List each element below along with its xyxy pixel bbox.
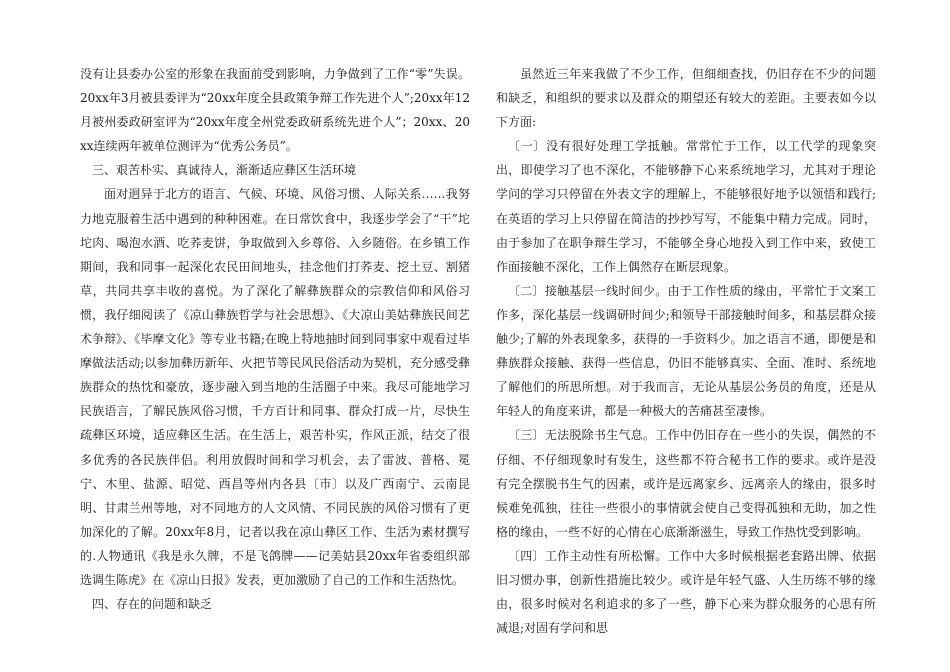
paragraph-problem-four: 〔四〕工作主动性有所松懈。工作中大多时候根据老套路出牌、依据旧习惯办事，创新性措施比较少。或许是年轻气盛、人生历练不够的缘由，很多时候对名利追求的多了一些，静下心来为群众服务的心思有所减退;对固有学问和思 xyxy=(496,548,876,636)
paragraph-problems-intro: 虽然近三年来我做了不少工作，但细细查找，仍旧存在不少的问题和缺乏，和组织的要求以及群众的期望还有较大的差距。主要表如今以下方面: xyxy=(496,67,876,130)
left-column xyxy=(80,62,470,616)
section-heading-four: 四、存在的问题和缺乏 xyxy=(92,597,213,612)
right-column xyxy=(496,62,876,640)
paragraph-problem-two: 〔二〕接触基层一线时间少。由于工作性质的缘由，平常忙于文案工作多，深化基层一线调研时间少;和领导干部接触时间多，和基层群众接触少;了解的外表现象多，获得的一手资料少。加之语言不通，即便是和彝族群众接触、获得一些信息，仍旧不能够真实、全面、准时、系统地了解他们的所思所想。对于我而言，无论从基层公务员的角度，还是从年轻人的角度来讲，都是一种极大的苦痛甚至凄惨。 xyxy=(496,283,876,419)
paragraph-awards: 没有让县委办公室的形象在我面前受到影响，力争做到了工作“零”失误。20xx年3月被县委评为“20xx年度全县政策争辩工作先进个人”;20xx年12月被州委政研室评为“20xx年度全州党委政研系统先进个人”；20xx、20xx连续两年被单位测评为“优秀公务员”。 xyxy=(80,67,470,154)
paragraph-problem-three: 〔三〕无法脱除书生气息。工作中仍旧存在一些小的失误，偶然的不仔细、不仔细现象时有发生，这些都不符合秘书工作的要求。或许是没有完全摆脱书生气的因素，或许是远离家乡、远离亲人的缘由，很多时候难免孤独，往往一些很小的事情就会使自己变得孤独和无助，加之性格的缘由，一些不好的心情在心底渐渐滋生，导致工作热忱受到影响。 xyxy=(496,428,876,539)
paragraph-problem-one: 〔一〕没有很好处理工学抵触。常常忙于工作，以工代学的现象突出，即使学习了也不深化，不能够静下心来系统地学习，尤其对于理论学问的学习只停留在外表文字的理解上，不能够很好地予以领悟和践行;在英语的学习上只停留在简洁的抄抄写写，不能集中精力完成。同时，由于参加了在职争辩生学习，不能够全身心地投入到工作中来，致使工作面接触不深化，工作上偶然存在断层现象。 xyxy=(496,139,876,274)
section-heading-three: 三、艰苦朴实、真诚待人，渐渐适应彝区生活环境 xyxy=(92,163,357,178)
paragraph-life-adaptation: 面对迥异于北方的语言、气候、环境、风俗习惯、人际关系……我努力地克服着生活中遇到的种种困难。在日常饮食中，我逐步学会了“干”坨坨肉、喝泡水酒、吃荞麦饼，争取做到入乡尊俗、入乡随俗。在乡镇工作期间，我和同事一起深化农民田间地头，挂念他们打荞麦、挖土豆、割猪草，共同共享丰收的喜悦。为了深化了解彝族群众的宗教信仰和风俗习惯，我仔细阅读了《凉山彝族哲学与社会思想》、《大凉山美姑彝族民间艺术争辩》、《毕摩文化》等专业书籍;在晚上特地抽时间到同事家中观看过毕摩做法活动;以参加彝历新年、火把节等民风民俗活动为契机，充分感受彝族群众的热忱和豪放，逐步融入到当地的生活圈子中来。我尽可能地学习民族语言，了解民族风俗习惯，千方百计和同事、群众打成一片，尽快生疏彝区环境，适应彝区生活。在生活上，艰苦朴实，作风正派，结交了很多优秀的各民族伴侣。利用放假时间和学习机会，去了雷波、普格、冕宁、木里、盐源、昭觉、西昌等州内各县〔市〕以及广西南宁、云南昆明、甘肃兰州等地，对不同地方的人文风情、不同民族的风俗习惯有了更加深化的了解。20xx年8月，记者以我在凉山彝区工作、生活为素材撰写的.人物通讯《我是永久牌，不是飞鸽牌——记美姑县20xx年省委组织部选调生陈虎》在《凉山日报》发表，更加激励了自己的工作和生活热忱。 xyxy=(80,187,470,587)
